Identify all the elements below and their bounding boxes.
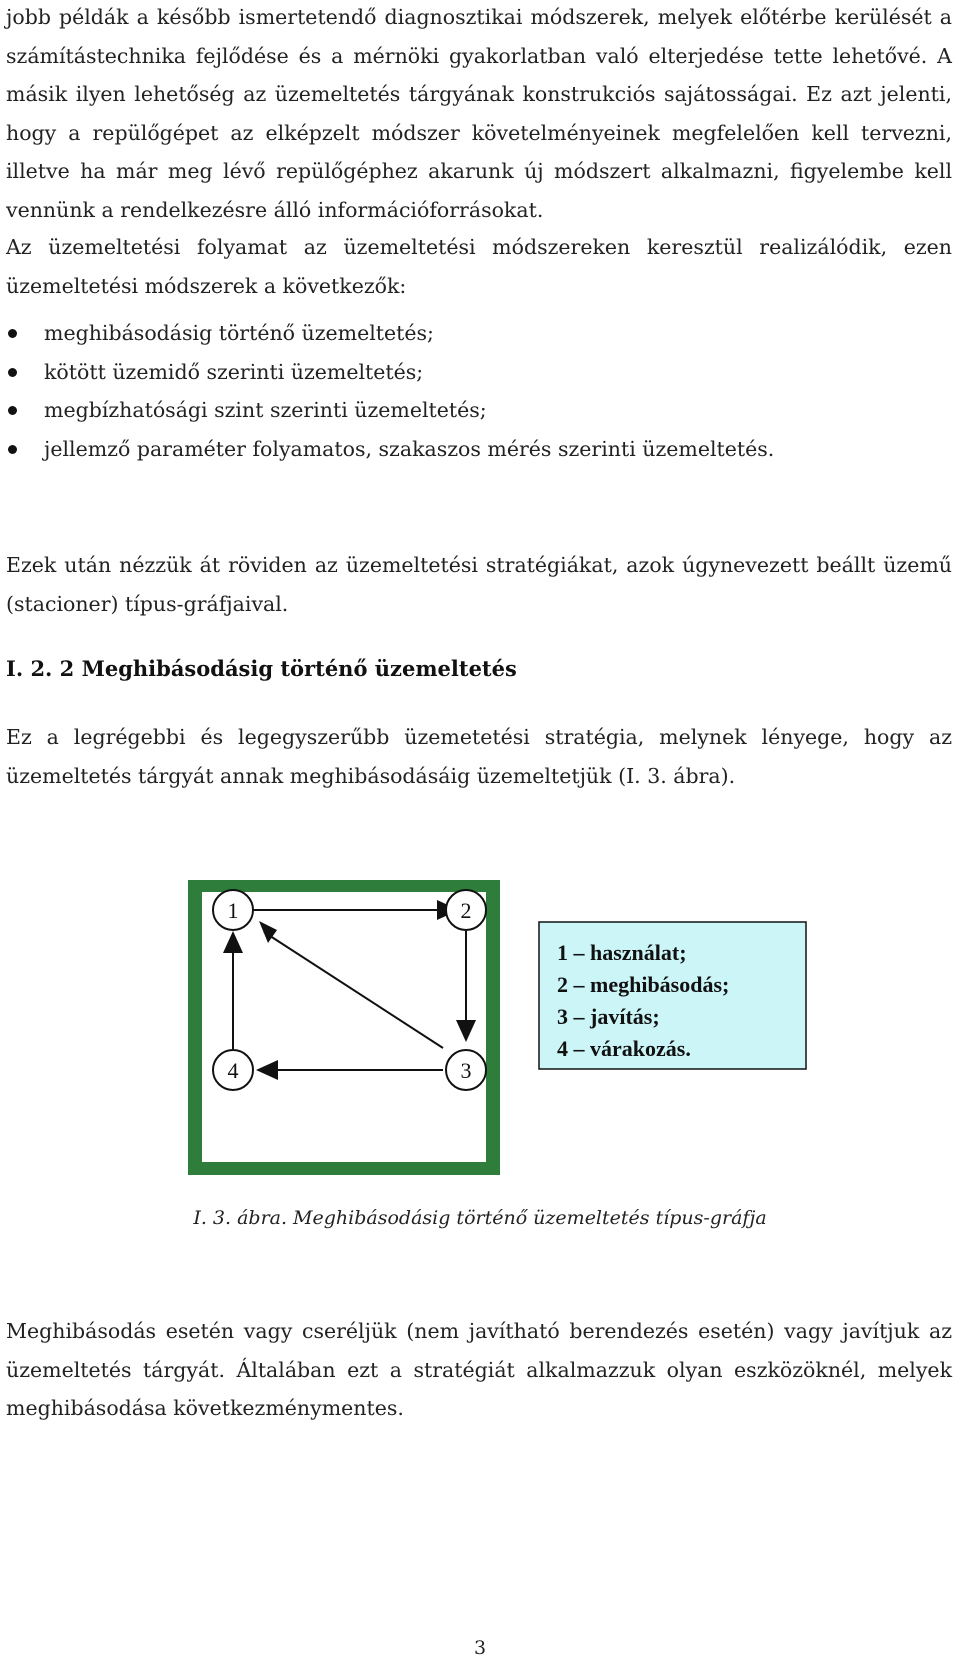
paragraph-conclusion: Meghibásodás esetén vagy cseréljük (nem javítható berendezés esetén) vagy javítjuk az üzemeltetés tárgyát. Általában ezt a stratégiát alkalmazzuk olyan eszközöknél, melyek meghibásodása következménymentes. bbox=[6, 1319, 952, 1420]
list-item: megbízhatósági szint szerinti üzemeltetés; bbox=[0, 391, 950, 430]
legend-item: 1 – használat; bbox=[557, 940, 687, 965]
page-number: 3 bbox=[473, 1637, 487, 1659]
bullet-icon bbox=[8, 329, 17, 338]
paragraph-intro: jobb példák a később ismertetendő diagnosztikai módszerek, melyek előtérbe kerülését a számítástechnika fejlődése és a mérnöki gyakorlatban való elterjedése tette lehetővé. A másik ilyen lehetőség az üzemeltetés tárgyának konstrukciós sajátosságai. Ez azt jelenti, hogy a repülőgépet az elképzelt módszer követelményeinek megfelelően kell tervezni, illetve ha már meg lévő repülőgéphez akarunk új módszert alkalmazni, figyelembe kell vennünk a rendelkezésre álló információforrásokat. bbox=[6, 5, 952, 222]
type-graph-diagram bbox=[0, 880, 960, 1210]
bullet-icon bbox=[8, 368, 17, 377]
methods-list bbox=[0, 314, 950, 468]
list-item: meghibásodásig történő üzemeltetés; bbox=[0, 314, 950, 353]
node-label-4: 4 bbox=[227, 1058, 239, 1083]
bullet-icon bbox=[8, 445, 17, 454]
figure-caption: I. 3. ábra. Meghibásodásig történő üzemeltetés típus-gráfja bbox=[193, 1207, 767, 1229]
legend-item: 3 – javítás; bbox=[557, 1004, 660, 1029]
bullet-icon bbox=[8, 406, 17, 415]
paragraph-strategy-description: Ez a legrégebbi és legegyszerűbb üzemetetési stratégia, melynek lényege, hogy az üzemeltetés tárgyát annak meghibásodásáig üzemeltetjük (I. 3. ábra). bbox=[6, 725, 952, 788]
list-item: jellemző paraméter folyamatos, szakaszos mérés szerinti üzemeltetés. bbox=[0, 430, 950, 469]
legend-item: 4 – várakozás. bbox=[557, 1036, 691, 1061]
graph-canvas bbox=[202, 892, 486, 1162]
node-label-3: 3 bbox=[460, 1058, 472, 1083]
section-heading: I. 2. 2 Meghibásodásig történő üzemeltetés bbox=[6, 656, 517, 681]
list-item: kötött üzemidő szerinti üzemeltetés; bbox=[0, 353, 950, 392]
figure-type-graph bbox=[0, 880, 960, 1210]
paragraph-strategies: Ezek után nézzük át röviden az üzemeltetési stratégiákat, azok úgynevezett beállt üzemű (stacioner) típus-gráfjaival. bbox=[6, 553, 952, 616]
paragraph-methods-intro: Az üzemeltetési folyamat az üzemeltetési módszereken keresztül realizálódik, ezen üzemeltetési módszerek a következők: bbox=[6, 235, 952, 298]
legend-item: 2 – meghibásodás; bbox=[557, 972, 730, 997]
node-label-2: 2 bbox=[460, 898, 472, 923]
node-label-1: 1 bbox=[227, 898, 239, 923]
